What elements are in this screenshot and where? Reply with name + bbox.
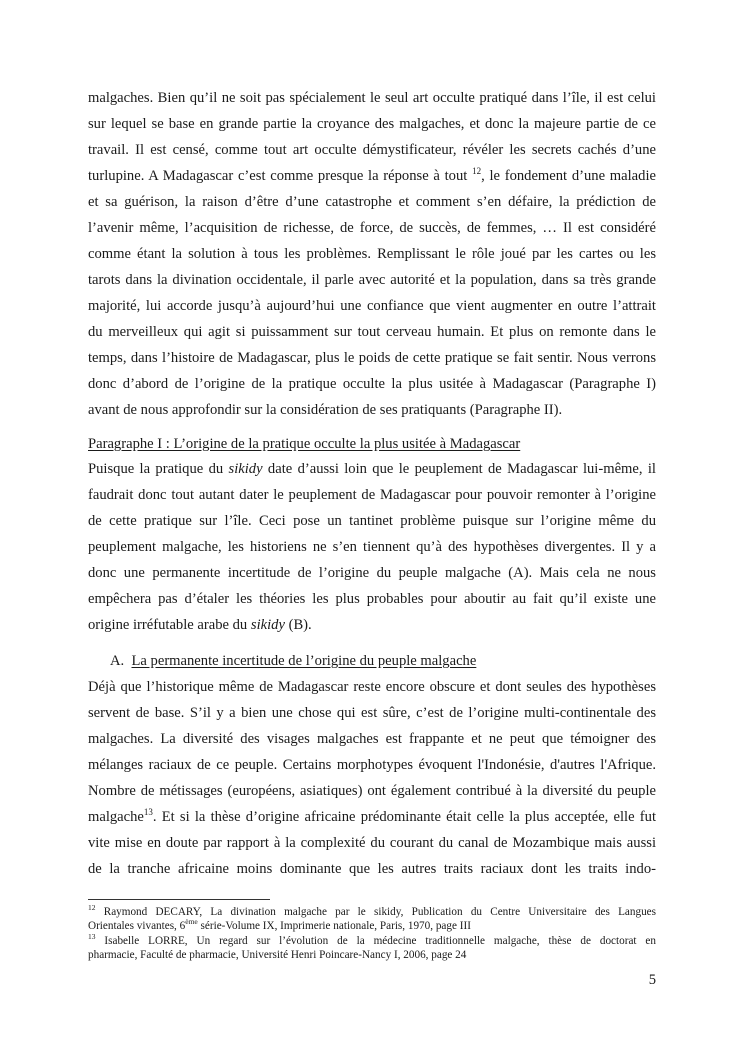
text-span: , le fondement d’une maladie [481, 168, 656, 184]
text-line: Nombre de métissages (européens, asiatiques) ont également contribué à la diversité du peuple [88, 783, 656, 799]
text-span: . Et si la thèse d’origine africaine prédominante était celle la plus acceptée, elle fut [152, 809, 656, 825]
text-span: Puisque la pratique du [88, 461, 229, 477]
footnote-line [88, 919, 656, 933]
footnote-ref-13[interactable]: 13 [143, 807, 153, 817]
text-line: du merveilleux qui agit si puissamment sur tout cerveau humain. Et plus on remonte dans le [88, 324, 656, 340]
page-number: 5 [648, 972, 656, 988]
text-line: tarots dans la divination occidentale, il parle avec autorité et la population, dans sa très grande [88, 272, 656, 288]
text-line: malgaches. Bien qu’il ne soit pas spécialement le seul art occulte pratiqué dans l’île, il est celui [88, 90, 656, 106]
text-line [88, 615, 656, 635]
text-line: peuplement malgache, les historiens ne s’en tiennent qu’à des hypothèses divergentes. Il y a [88, 539, 656, 555]
text-line [88, 807, 656, 827]
heading-text: Paragraphe I : L’origine de la pratique occulte la plus usitée à Madagascar [88, 436, 521, 452]
text-line: donc d’abord de l’origine de la pratique occulte la plus usitée à Madagascar (Paragraphe I) [88, 376, 656, 392]
text-line [88, 166, 656, 186]
list-marker: A. [110, 653, 125, 669]
footnote-ref-12[interactable]: 12 [472, 166, 482, 176]
footnote-line: pharmacie, Faculté de pharmacie, Université Henri Poincare-Nancy I, 2006, page 24 [88, 949, 467, 961]
text-span: Isabelle LORRE, Un regard sur l’évolution de la médecine traditionnelle malgache, thèse de doctorat en [95, 935, 656, 947]
footnote-line [88, 905, 656, 919]
italic-term: sikidy [250, 617, 285, 633]
text-line: malgaches. La diversité des visages malgaches est frappante et ne peut que témoigner des [88, 731, 656, 747]
text-span: origine irréfutable arabe du [88, 617, 251, 633]
ordinal-superscript: ème [185, 917, 198, 926]
heading-text: La permanente incertitude de l’origine du peuple malgache [131, 653, 477, 669]
text-line: servent de base. S’il y a bien une chose qui est sûre, c’est de l’origine multi-continentale des [88, 705, 656, 721]
text-span: série-Volume IX, Imprimerie nationale, Paris, 1970, page III [197, 920, 471, 932]
text-line: avant de nous approfondir sur la considération de ses pratiquants (Paragraphe II). [88, 402, 563, 418]
text-line: majorité, lui accorde jusqu’à aujourd’hui une confiance que vient augmenter en outre l’attrait [88, 298, 656, 314]
text-span: turlupine. A Madagascar c’est comme presque la réponse à tout [88, 168, 468, 184]
text-line [88, 459, 656, 479]
footnote-line [88, 934, 656, 948]
text-line: et sa guérison, la raison d’être d’une catastrophe et comment s’en défaire, la prédiction de [88, 194, 656, 210]
text-line: mélanges raciaux de ce peuple. Certains morphotypes évoquent l'Indonésie, d'autres l'Afrique. [88, 757, 656, 773]
italic-term: sikidy [228, 461, 263, 477]
text-line: de cette pratique sur l’île. Ceci pose un tantinet problème puisque sur l’origine même du [88, 513, 656, 529]
text-line: l’avenir même, l’acquisition de richesse, de force, de succès, de femmes, … Il est considéré [88, 220, 656, 236]
footnote-number: 13 [88, 934, 96, 941]
text-span: Orientales vivantes, 6 [88, 920, 186, 932]
text-line: vite mise en doute par rapport à la complexité du courant du canal de Mozambique mais aussi [88, 835, 656, 851]
text-line: de la tranche africaine moins dominante que les autres traits raciaux dont les traits indo- [88, 861, 656, 877]
text-line: travail. Il est censé, comme tout art occulte démystificateur, révéler les secrets cachés d’une [88, 142, 656, 158]
text-line: comme étant la solution à tous les problèmes. Remplissant le rôle joué par les cartes ou les [88, 246, 656, 262]
text-line: donc une permanente incertitude de l’origine du peuple malgache (A). Mais cela ne nous [88, 565, 656, 581]
footnote-number: 12 [88, 905, 96, 912]
text-span: (B). [284, 617, 312, 633]
text-line: empêchera pas d’étaler les théories les plus probables pour aboutir au fait qu’il existe une [88, 591, 656, 607]
text-span: date d’aussi loin que le peuplement de Madagascar lui-même, il [262, 461, 656, 477]
text-span: Raymond DECARY, La divination malgache par le sikidy, Publication du Centre Universitaire des Langues [95, 906, 656, 918]
text-line: Déjà que l’historique même de Madagascar reste encore obscure et dont seules des hypothèses [88, 679, 656, 695]
text-line: faudrait donc tout autant dater le peuplement de Madagascar pour pouvoir remonter à l’origine [88, 487, 656, 503]
text-line: temps, dans l’histoire de Madagascar, plus le poids de cette pratique se fait sentir. Nous verrons [88, 350, 656, 366]
footnote-separator [88, 899, 270, 900]
text-span: malgache [88, 809, 144, 825]
text-line: sur lequel se base en grande partie la croyance des malgaches, et donc la majeure partie de ce [88, 116, 656, 132]
